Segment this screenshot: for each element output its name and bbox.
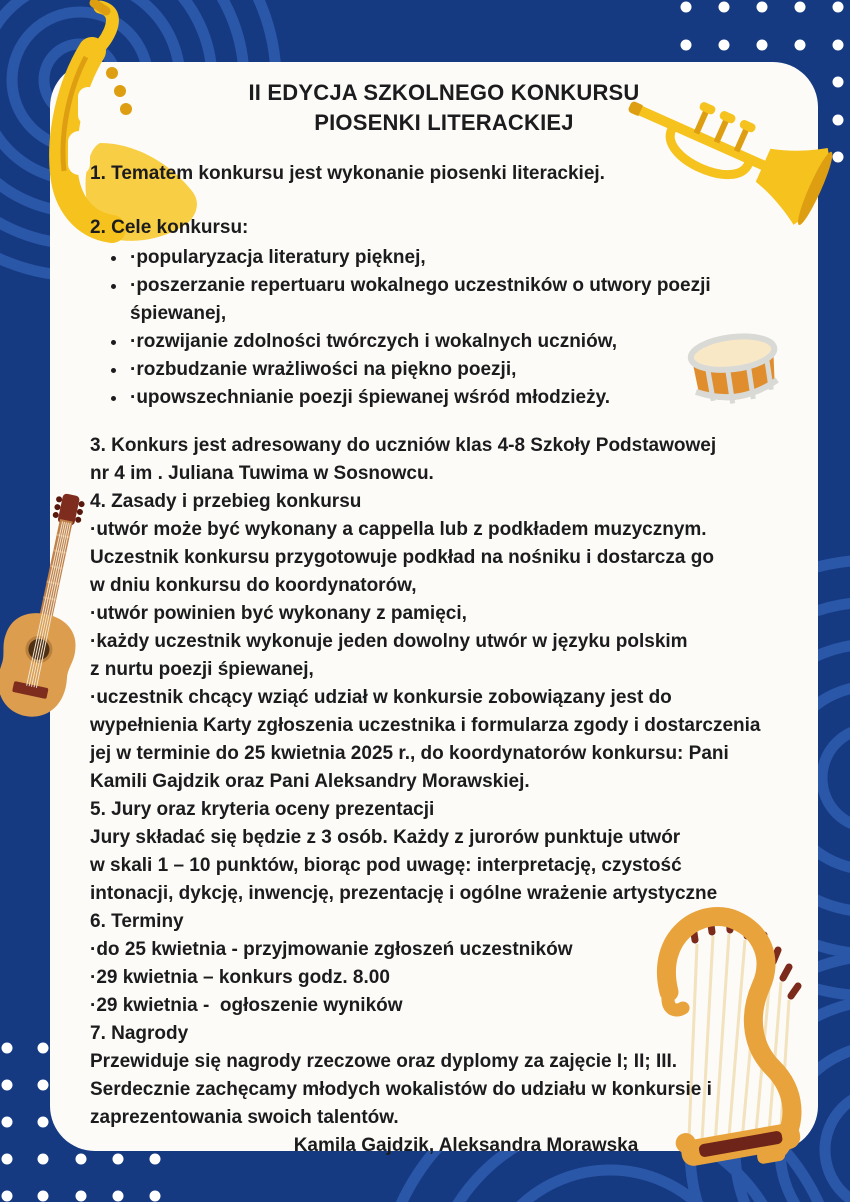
dot — [38, 1117, 49, 1128]
text-line: 4. Zasady i przebieg konkursu — [90, 491, 362, 512]
dot — [719, 2, 730, 13]
text-line: ·do 25 kwietnia - przyjmowanie zgłoszeń uczestników — [90, 939, 573, 960]
dot — [38, 1154, 49, 1165]
dot — [681, 2, 692, 13]
dot — [833, 40, 844, 51]
text-line: ·utwór może być wykonany a cappella lub z podkładem muzycznym. — [90, 519, 707, 540]
text-line: w skali 1 – 10 punktów, biorąc pod uwagę: interpretację, czystość — [90, 855, 682, 876]
text-line: ·utwór powinien być wykonany z pamięci, — [90, 603, 467, 624]
goal-item: • ·popularyzacja literatury pięknej, — [128, 244, 773, 272]
dot — [76, 1154, 87, 1165]
text-line: Uczestnik konkursu przygotowuje podkład na nośniku i dostarcza go — [90, 547, 714, 568]
dot — [833, 2, 844, 13]
text-line: ·każdy uczestnik wykonuje jeden dowolny utwór w języku polskim — [90, 631, 688, 652]
goal-item: • ·upowszechnianie poezji śpiewanej wśród młodzieży. — [128, 384, 773, 412]
text-line: 7. Nagrody — [90, 1023, 189, 1044]
text-line: zaprezentowania swoich talentów. — [90, 1107, 399, 1128]
text-line: w dniu konkursu do koordynatorów, — [90, 575, 417, 596]
text-line: Jury składać się będzie z 3 osób. Każdy z jurorów punktuje utwór — [90, 827, 681, 848]
dot — [2, 1080, 13, 1091]
dot — [150, 1191, 161, 1202]
text-line: 5. Jury oraz kryteria oceny prezentacji — [90, 799, 435, 820]
text-line: Serdecznie zachęcamy młodych wokalistów do udziału w konkursie i — [90, 1079, 712, 1100]
text-line: z nurtu poezji śpiewanej, — [90, 659, 314, 680]
dot — [2, 1043, 13, 1054]
signature: Kamila Gajdzik, Aleksandra Morawska — [293, 1135, 639, 1156]
text-line: ·29 kwietnia - ogłoszenie wyników — [90, 995, 403, 1016]
title-line: PIOSENKI LITERACKIEJ — [314, 110, 574, 135]
dot — [795, 40, 806, 51]
dot — [757, 2, 768, 13]
rules-text — [90, 432, 798, 1132]
dot — [38, 1080, 49, 1091]
dot — [2, 1191, 13, 1202]
dot — [2, 1154, 13, 1165]
text-line: ·29 kwietnia – konkurs godz. 8.00 — [90, 967, 390, 988]
goal-item: • ·rozbudzanie wrażliwości na piękno poezji, — [128, 356, 773, 384]
dot — [681, 40, 692, 51]
goal-item: • ·poszerzanie repertuaru wokalnego uczestników o utwory poezji śpiewanej, — [128, 272, 773, 328]
text-line: Przewiduje się nagrody rzeczowe oraz dyplomy za zajęcie I; II; III. — [90, 1051, 678, 1072]
goals-list — [90, 244, 773, 412]
dot — [38, 1191, 49, 1202]
page-title — [90, 78, 798, 138]
dot — [113, 1191, 124, 1202]
dot — [38, 1043, 49, 1054]
dot — [757, 40, 768, 51]
goal-item: • ·rozwijanie zdolności twórczych i wokalnych uczniów, — [128, 328, 773, 356]
text-line: Kamili Gajdzik oraz Pani Aleksandry Morawskiej. — [90, 771, 530, 792]
text-line: 6. Terminy — [90, 911, 184, 932]
dot — [76, 1191, 87, 1202]
text-line: 3. Konkurs jest adresowany do uczniów klas 4-8 Szkoły Podstawowej — [90, 435, 717, 456]
goals-heading: 2. Cele konkursu: — [90, 217, 249, 238]
dot — [719, 40, 730, 51]
text-line: wypełnienia Karty zgłoszenia uczestnika i formularza zgody i dostarczenia — [90, 715, 761, 736]
document-content — [50, 62, 818, 1156]
text-line: ·uczestnik chcący wziąć udział w konkursie zobowiązany jest do — [90, 687, 672, 708]
dot — [113, 1154, 124, 1165]
text-line: intonacji, dykcję, inwencję, prezentację i ogólne wrażenie artystyczne — [90, 883, 718, 904]
title-line: II EDYCJA SZKOLNEGO KONKURSU — [248, 80, 640, 105]
text-line: nr 4 im . Juliana Tuwima w Sosnowcu. — [90, 463, 434, 484]
dot — [2, 1117, 13, 1128]
intro-paragraph: 1. Tematem konkursu jest wykonanie piosenki literackiej. — [90, 163, 605, 184]
dot — [795, 2, 806, 13]
text-line: jej w terminie do 25 kwietnia 2025 r., do koordynatorów konkursu: Pani — [90, 743, 729, 764]
